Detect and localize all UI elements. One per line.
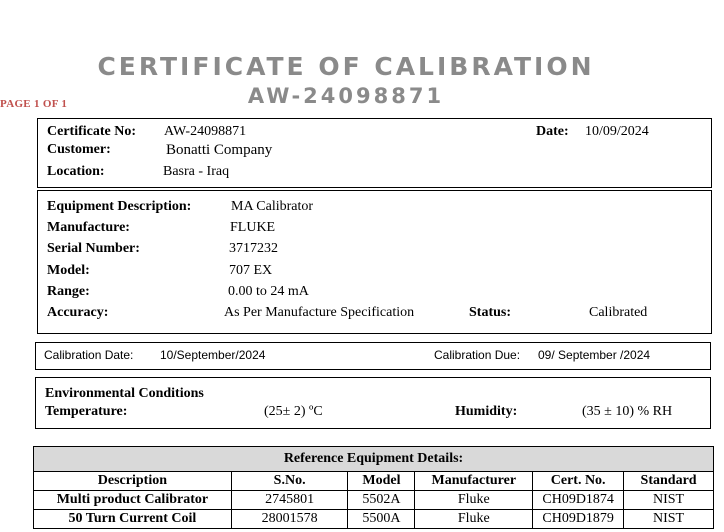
date-value: 10/09/2024 bbox=[585, 124, 649, 139]
humidity-label: Humidity: bbox=[455, 404, 518, 419]
status-label: Status: bbox=[469, 305, 512, 320]
customer-label: Customer: bbox=[47, 142, 111, 157]
calibration-date-value: 10/September/2024 bbox=[160, 348, 266, 362]
table-cell: NIST bbox=[624, 491, 714, 510]
table-cell: Fluke bbox=[415, 491, 533, 510]
range-label: Range: bbox=[47, 284, 90, 299]
table-cell: 5500A bbox=[348, 510, 415, 529]
serial-label: Serial Number: bbox=[47, 241, 140, 256]
column-header: Manufacturer bbox=[415, 472, 533, 491]
table-cell: CH09D1874 bbox=[533, 491, 624, 510]
customer-value: Bonatti Company bbox=[166, 142, 273, 158]
date-label: Date: bbox=[536, 124, 569, 139]
equipment-desc-value: MA Calibrator bbox=[231, 199, 314, 214]
calibration-date-label: Calibration Date: bbox=[44, 348, 134, 362]
cert-no-value: AW-24098871 bbox=[164, 124, 247, 139]
column-header: Cert. No. bbox=[533, 472, 624, 491]
equipment-box bbox=[37, 190, 712, 334]
cert-no-label: Certificate No: bbox=[47, 124, 137, 139]
certificate-title: CERTIFICATE OF CALIBRATION bbox=[97, 52, 595, 81]
accuracy-value: As Per Manufacture Specification bbox=[224, 305, 415, 320]
table-cell: 28001578 bbox=[231, 510, 348, 529]
location-label: Location: bbox=[47, 164, 105, 179]
table-cell: NIST bbox=[624, 510, 714, 529]
reference-heading: Reference Equipment Details: bbox=[34, 447, 714, 472]
range-value: 0.00 to 24 mA bbox=[228, 284, 309, 299]
table-cell: 2745801 bbox=[231, 491, 348, 510]
table-row bbox=[34, 510, 714, 529]
serial-value: 3717232 bbox=[229, 241, 278, 256]
table-cell: 50 Turn Current Coil bbox=[34, 510, 232, 529]
column-header: Model bbox=[348, 472, 415, 491]
reference-equipment-table bbox=[33, 446, 714, 529]
column-header: Description bbox=[34, 472, 232, 491]
table-cell: 5502A bbox=[348, 491, 415, 510]
table-cell: Fluke bbox=[415, 510, 533, 529]
model-label: Model: bbox=[47, 263, 90, 278]
calibration-due-label: Calibration Due: bbox=[434, 348, 521, 362]
humidity-value: (35 ± 10) % RH bbox=[582, 404, 673, 419]
environment-heading: Environmental Conditions bbox=[45, 386, 204, 401]
table-cell: CH09D1879 bbox=[533, 510, 624, 529]
customer-box bbox=[37, 118, 712, 188]
table-row bbox=[34, 491, 714, 510]
status-value: Calibrated bbox=[589, 305, 648, 320]
environment-box bbox=[35, 377, 711, 429]
temperature-label: Temperature: bbox=[45, 404, 128, 419]
table-cell: Multi product Calibrator bbox=[34, 491, 232, 510]
manufacture-label: Manufacture: bbox=[47, 220, 130, 235]
manufacture-value: FLUKE bbox=[230, 220, 276, 235]
calibration-dates-box bbox=[35, 342, 711, 370]
accuracy-label: Accuracy: bbox=[47, 305, 109, 320]
certificate-id-heading: AW-24098871 bbox=[247, 84, 445, 108]
model-value: 707 EX bbox=[229, 263, 273, 278]
page-label: PAGE 1 OF 1 bbox=[0, 98, 68, 110]
temperature-value: (25± 2) ºC bbox=[264, 404, 323, 419]
column-header: S.No. bbox=[231, 472, 348, 491]
equipment-desc-label: Equipment Description: bbox=[47, 199, 192, 214]
location-value: Basra - Iraq bbox=[163, 164, 230, 179]
column-header: Standard bbox=[624, 472, 714, 491]
calibration-due-value: 09/ September /2024 bbox=[538, 348, 651, 362]
